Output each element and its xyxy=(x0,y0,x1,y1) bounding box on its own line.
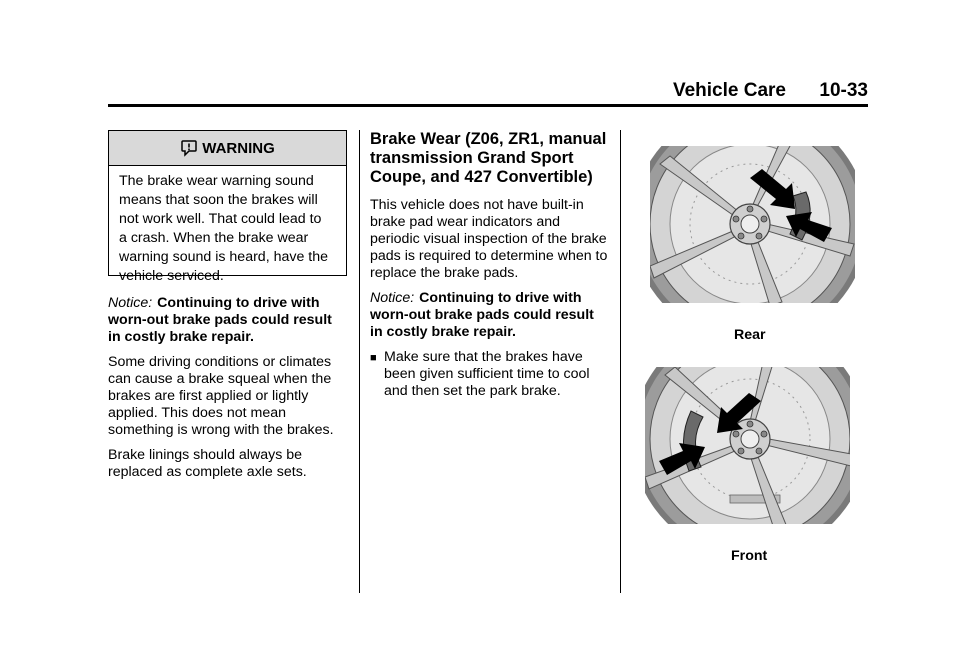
column-middle xyxy=(370,130,608,400)
warning-label: WARNING xyxy=(202,139,275,157)
figure-caption: Front xyxy=(731,548,768,564)
notice-text: Continuing to drive with worn-out brake pads could result in costly brake repair. xyxy=(108,295,332,345)
bullet-text: Make sure that the brakes have been given sufficient time to cool and then set the park brake. xyxy=(384,349,590,399)
body-paragraph: This vehicle does not have built-in brake pad wear indicators and periodic visual inspection of the brake pads is required to determine when to replace the brake pads. xyxy=(370,197,608,281)
warning-line: The brake wear warning sound xyxy=(119,173,314,189)
warning-text xyxy=(109,166,346,286)
column-left xyxy=(108,295,348,489)
section-title: Vehicle Care xyxy=(672,80,786,101)
warning-icon xyxy=(180,139,198,157)
notice-paragraph xyxy=(108,295,348,346)
warning-line: warning sound is heard, have the xyxy=(119,249,329,265)
warning-header xyxy=(109,131,346,166)
figure-caption: Rear xyxy=(734,327,766,343)
warning-line: means that soon the brakes will xyxy=(119,192,318,208)
warning-line: not work well. That could lead to xyxy=(119,211,322,227)
bullet-marker: ■ xyxy=(370,352,377,364)
rear-wheel-illustration xyxy=(650,146,855,303)
notice-label: Notice: xyxy=(108,295,153,311)
subsection-heading: Brake Wear (Z06, ZR1, manual transmission Grand Sport Coupe, and 427 Convertible) xyxy=(370,130,607,186)
notice-paragraph xyxy=(370,290,608,341)
notice-text: Continuing to drive with worn-out brake pads could result in costly brake repair. xyxy=(370,290,594,340)
warning-line: a crash. When the brake wear xyxy=(119,230,309,246)
body-paragraph: Some driving conditions or climates can cause a brake squeal when the brakes are first applied or lightly applied. This does not mean something is wrong with the brakes. xyxy=(108,354,334,438)
column-divider xyxy=(359,130,360,593)
page-number: 10-33 xyxy=(819,80,868,101)
bullet-item xyxy=(370,349,608,400)
column-divider xyxy=(620,130,621,593)
warning-line: vehicle serviced. xyxy=(119,268,224,284)
front-wheel-illustration xyxy=(645,367,850,524)
page-header xyxy=(108,80,868,107)
warning-box xyxy=(108,130,347,284)
body-paragraph: Brake linings should always be replaced as complete axle sets. xyxy=(108,447,307,480)
notice-label: Notice: xyxy=(370,290,415,306)
